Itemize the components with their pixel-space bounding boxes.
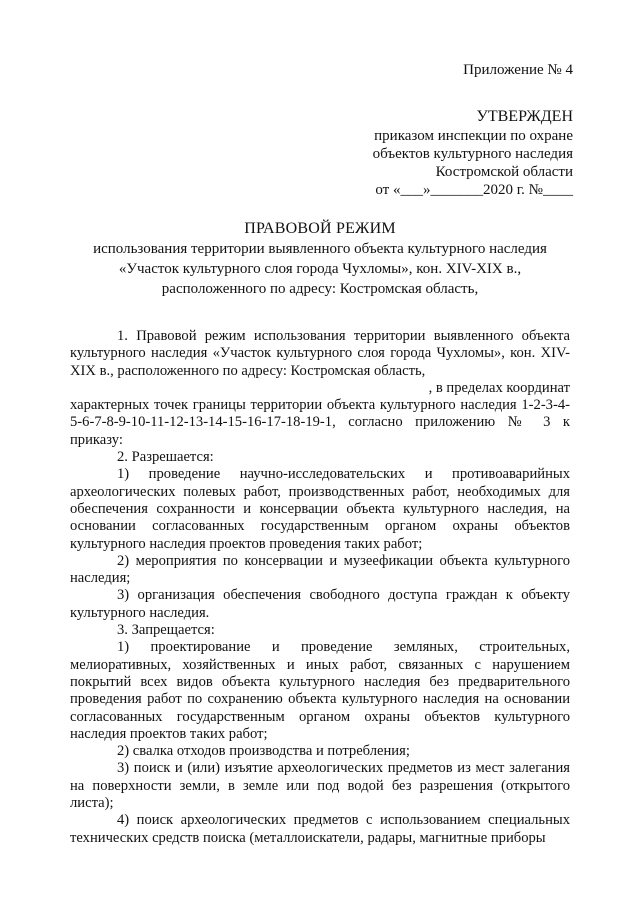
approval-order-line: приказом инспекции по охране (374, 128, 573, 144)
document-heading (70, 219, 570, 299)
prohibited-item-1: 1) проектирование и проведение земляных, строительных, мелиоративных, хозяйственных и иных работ, связанных с нарушением покрытий всех видов объекта культурного наследия без предварительного проведения работ по сохранению объекта культурного наследия на основании согласованных государственным органом охраны объектов культурного наследия проектов таких работ; (70, 639, 570, 742)
approval-order-line: Костромской области (435, 164, 573, 180)
approval-title: УТВЕРЖДЕН (476, 108, 573, 125)
prohibited-item-4: 4) поиск археологических предметов с использованием специальных технических средств поиска (металлоискатели, радары, магнитные приборы (70, 812, 570, 846)
appendix-number: Приложение № 4 (463, 62, 573, 78)
document-subtitle-line: расположенного по адресу: Костромская область, (161, 281, 479, 297)
approval-block (313, 108, 573, 199)
document-subtitle-line: «Участок культурного слоя города Чухломы», кон. XIV-XIX в., (118, 261, 522, 277)
approval-date-line: от «___»_______2020 г. №____ (375, 182, 573, 198)
section-prohibited: 3. Запрещается: (117, 622, 215, 639)
prohibited-item-2: 2) свалка отходов производства и потребления; (117, 743, 410, 760)
document-body (70, 328, 570, 847)
permitted-item-2: 2) мероприятия по консервации и музеефикации объекта культурного наследия; (70, 552, 570, 587)
paragraph-1: 1. Правовой режим использования территории выявленного объекта культурного наследия «Участок культурного слоя города Чухломы», кон. XIV-XIX в., расположенного по адресу: Костромская область, (70, 328, 570, 379)
prohibited-item-3: 3) поиск и (или) изъятие археологических предметов из мест залегания на поверхности земли, в земле или под водой без разрешения (открытого листа); (70, 760, 570, 812)
document-title: ПРАВОВОЙ РЕЖИМ (244, 220, 396, 237)
section-permitted: 2. Разрешается: (117, 449, 214, 466)
paragraph-1-coordinates: , в пределах координат (428, 379, 570, 396)
paragraph-1-continuation: характерных точек границы территории объекта культурного наследия 1-2-3-4-5-6-7-8-9-10-11-12-13-14-15-16-17-18-19-1, согласно приложению № 3 к приказу: (70, 397, 570, 448)
permitted-item-1: 1) проведение научно-исследовательских и противоаварийных археологических полевых работ, производственных работ, необходимых для обеспечения сохранности и консервации объекта культурного наследия, на основании согласованных государственным органом охраны объектов культурного наследия проектов проведения таких работ; (70, 466, 570, 552)
approval-order-line: объектов культурного наследия (372, 146, 573, 162)
permitted-item-3: 3) организация обеспечения свободного доступа граждан к объекту культурного наследия. (70, 587, 570, 621)
document-subtitle-line: использования территории выявленного объекта культурного наследия (93, 241, 547, 257)
